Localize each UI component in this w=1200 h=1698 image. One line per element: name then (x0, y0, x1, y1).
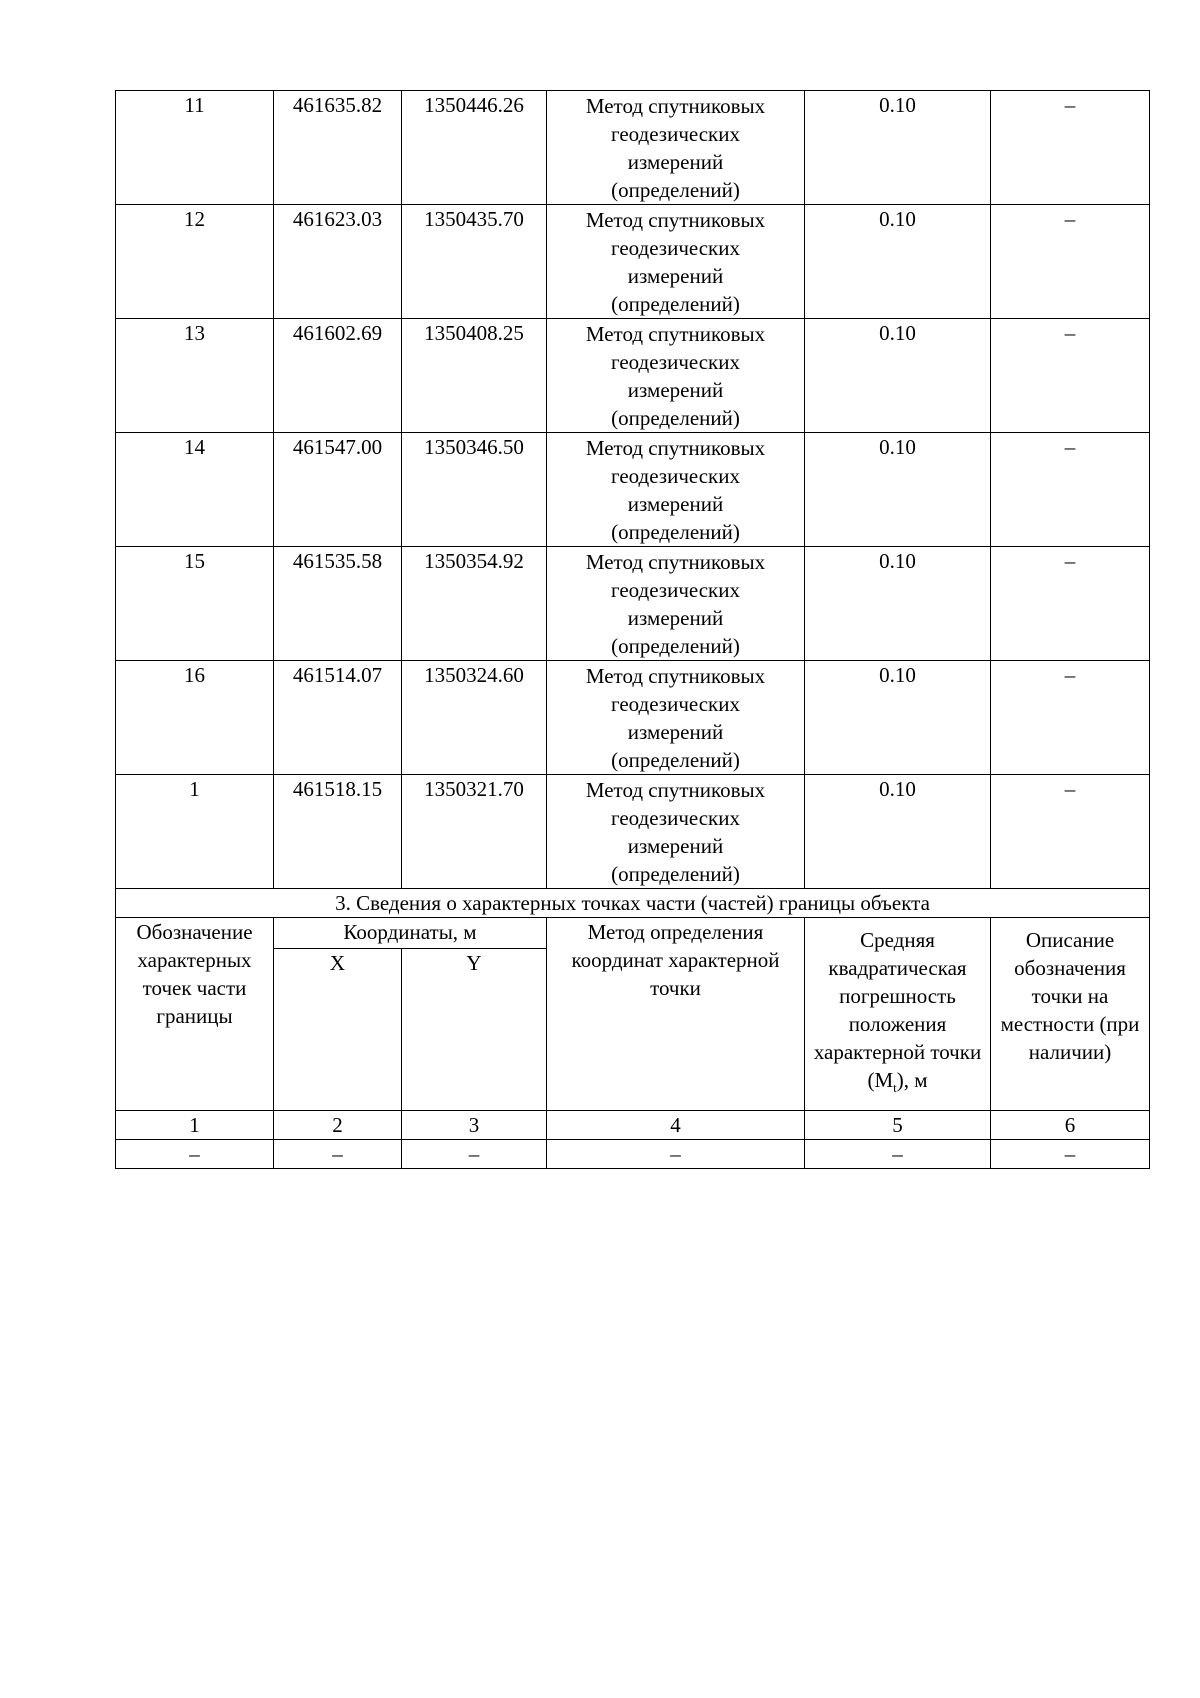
coord-x: 461602.69 (274, 319, 402, 433)
accuracy-value: 0.10 (805, 775, 991, 889)
empty-data-row (116, 1140, 1150, 1169)
point-number: 1 (116, 775, 274, 889)
point-number: 11 (116, 91, 274, 205)
point-number: 15 (116, 547, 274, 661)
coord-x: 461623.03 (274, 205, 402, 319)
point-description: – (991, 775, 1150, 889)
coord-y: 1350324.60 (402, 661, 547, 775)
empty-cell: – (116, 1140, 274, 1169)
table-row (116, 319, 1150, 433)
method-text: Метод спутниковых геодезических измерений (определений) (547, 661, 805, 775)
header-description: Описание обозначения точки на местности (при наличии) (991, 918, 1150, 1111)
coord-x: 461547.00 (274, 433, 402, 547)
accuracy-value: 0.10 (805, 433, 991, 547)
empty-cell: – (402, 1140, 547, 1169)
column-number: 1 (116, 1111, 274, 1140)
coord-y: 1350446.26 (402, 91, 547, 205)
point-number: 12 (116, 205, 274, 319)
table-row (116, 433, 1150, 547)
accuracy-value: 0.10 (805, 661, 991, 775)
method-text: Метод спутниковых геодезических измерений (определений) (547, 91, 805, 205)
accuracy-value: 0.10 (805, 547, 991, 661)
empty-cell: – (274, 1140, 402, 1169)
points-table-body (116, 91, 1150, 889)
column-number: 6 (991, 1111, 1150, 1140)
table-row (116, 91, 1150, 205)
accuracy-value: 0.10 (805, 91, 991, 205)
coord-y: 1350346.50 (402, 433, 547, 547)
header-accuracy-text: Средняя квадратическая погрешность положения характерной точки (M (813, 928, 982, 1092)
header-coordinates: Координаты, м (274, 918, 547, 949)
method-text: Метод спутниковых геодезических измерений (определений) (547, 205, 805, 319)
coord-y: 1350408.25 (402, 319, 547, 433)
column-number: 5 (805, 1111, 991, 1140)
header-accuracy-tail: ), м (896, 1068, 928, 1092)
section-3-title: 3. Сведения о характерных точках части (частей) границы объекта (116, 889, 1150, 918)
point-description: – (991, 319, 1150, 433)
coord-x: 461635.82 (274, 91, 402, 205)
point-description: – (991, 91, 1150, 205)
point-description: – (991, 547, 1150, 661)
section-3 (116, 889, 1150, 1169)
table-row (116, 547, 1150, 661)
boundary-points-table (115, 90, 1150, 1169)
accuracy-value: 0.10 (805, 205, 991, 319)
point-number: 16 (116, 661, 274, 775)
table-row (116, 205, 1150, 319)
method-text: Метод спутниковых геодезических измерений (определений) (547, 775, 805, 889)
coord-x: 461535.58 (274, 547, 402, 661)
point-number: 13 (116, 319, 274, 433)
method-text: Метод спутниковых геодезических измерений (определений) (547, 547, 805, 661)
point-description: – (991, 661, 1150, 775)
table-row (116, 775, 1150, 889)
empty-cell: – (547, 1140, 805, 1169)
column-number: 2 (274, 1111, 402, 1140)
header-x: X (274, 949, 402, 1111)
table-row (116, 661, 1150, 775)
coord-x: 461518.15 (274, 775, 402, 889)
empty-cell: – (805, 1140, 991, 1169)
coord-y: 1350435.70 (402, 205, 547, 319)
column-number: 4 (547, 1111, 805, 1140)
point-number: 14 (116, 433, 274, 547)
column-number-row (116, 1111, 1150, 1140)
accuracy-value: 0.10 (805, 319, 991, 433)
point-description: – (991, 433, 1150, 547)
column-number: 3 (402, 1111, 547, 1140)
method-text: Метод спутниковых геодезических измерений (определений) (547, 433, 805, 547)
point-description: – (991, 205, 1150, 319)
method-text: Метод спутниковых геодезических измерений (определений) (547, 319, 805, 433)
coord-y: 1350321.70 (402, 775, 547, 889)
empty-cell: – (991, 1140, 1150, 1169)
header-accuracy-subscript: t (893, 1080, 897, 1096)
header-point-designation: Обозначение характерных точек части границы (116, 918, 274, 1111)
coord-x: 461514.07 (274, 661, 402, 775)
header-method: Метод определения координат характерной точки (547, 918, 805, 1111)
header-y: Y (402, 949, 547, 1111)
coord-y: 1350354.92 (402, 547, 547, 661)
header-accuracy (805, 918, 991, 1111)
